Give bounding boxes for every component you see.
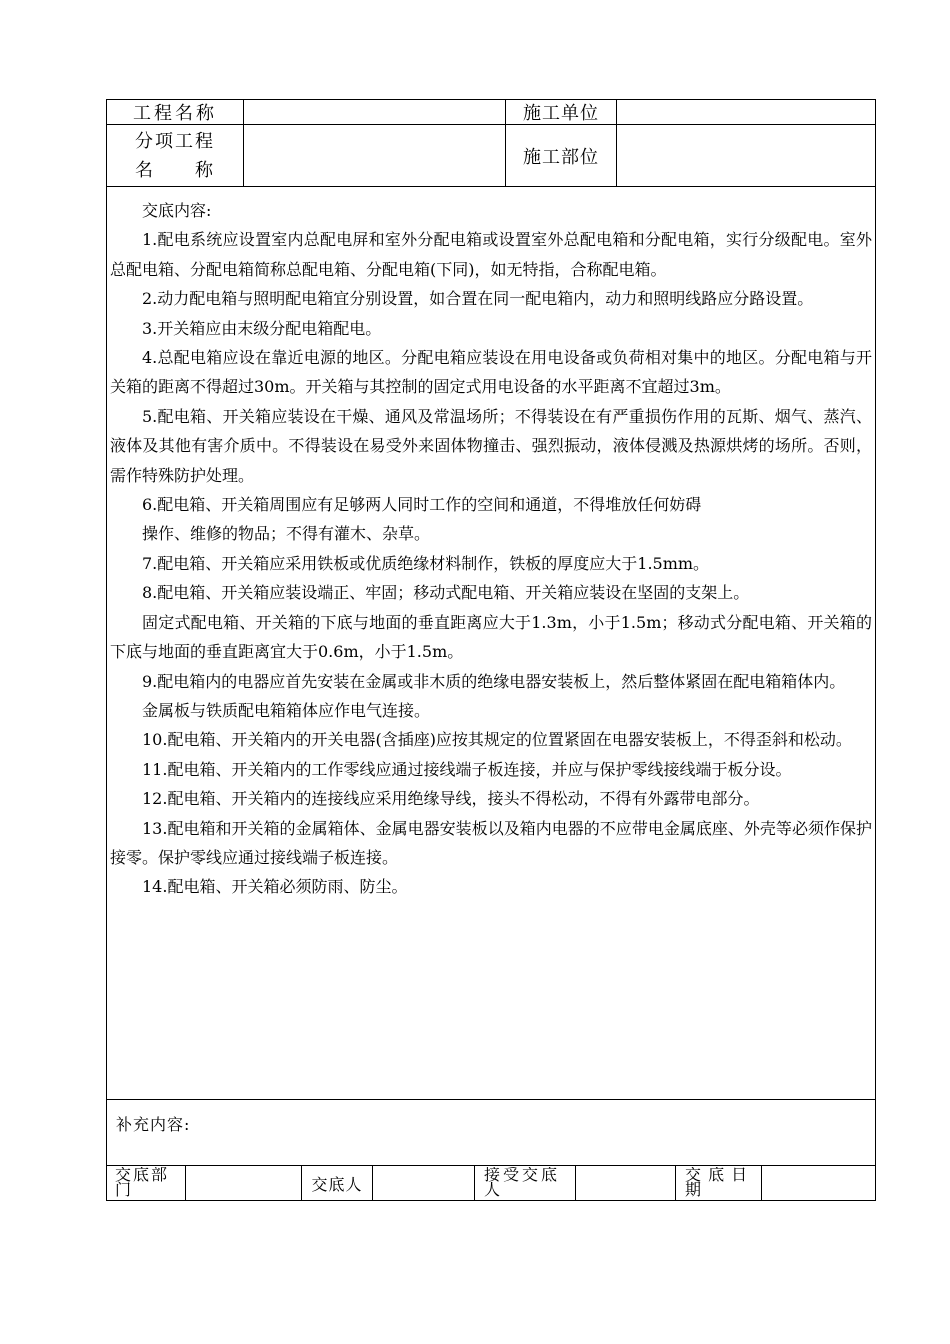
receiver-label: 接受交底人	[484, 1167, 561, 1199]
col-divider	[675, 1165, 676, 1201]
sub-project-field[interactable]	[244, 125, 505, 186]
content-paragraph: 8.配电箱、开关箱应装设端正、牢固；移动式配电箱、开关箱应装设在坚固的支架上。	[142, 583, 750, 603]
content-paragraph: 4.总配电箱应设在靠近电源的地区。分配电箱应装设在用电设备或负荷相对集中的地区。分配电箱与开关箱的距离不得超过30m。开关箱与其控制的固定式用电设备的水平距离不宜超过3m。	[110, 348, 872, 397]
content-paragraph: 14.配电箱、开关箱必须防雨、防尘。	[142, 877, 408, 897]
dept-field[interactable]	[186, 1166, 301, 1200]
presenter-label: 交底人	[311, 1174, 363, 1194]
row-divider	[106, 1099, 876, 1100]
location-label: 施工部位	[523, 146, 599, 168]
content-paragraph: 11.配电箱、开关箱内的工作零线应通过接线端子板连接，并应与保护零线接线端于板分设。	[142, 759, 792, 779]
content-paragraph: 2.动力配电箱与照明配电箱宜分别设置，如合置在同一配电箱内，动力和照明线路应分路设置。	[142, 289, 814, 309]
sub-project-label-line1: 分项工程	[135, 131, 215, 152]
supplement-label: 补充内容:	[116, 1115, 191, 1134]
date-field[interactable]	[762, 1166, 875, 1200]
content-paragraph: 7.配电箱、开关箱应采用铁板或优质绝缘材料制作，铁板的厚度应大于1.5mm。	[142, 553, 710, 573]
receiver-field[interactable]	[576, 1166, 675, 1200]
content-paragraph: 固定式配电箱、开关箱的下底与地面的垂直距离应大于1.3m，小于1.5m；移动式分配电箱、开关箱的下底与地面的垂直距离宜大于0.6m，小于1.5m。	[110, 612, 872, 662]
project-name-label: 工程名称	[133, 103, 217, 124]
presenter-field[interactable]	[373, 1166, 474, 1200]
col-divider	[474, 1165, 475, 1201]
content-paragraph: 5.配电箱、开关箱应装设在干燥、通风及常温场所；不得装设在有严重损伤作用的瓦斯、烟气、蒸汽、液体及其他有害介质中。不得装设在易受外来固体物撞击、强烈振动，液体侵溅及热源烘烤的场所。否则，需作特殊防护处理。	[110, 406, 872, 485]
content-paragraph: 3.开关箱应由末级分配电箱配电。	[142, 318, 382, 338]
content-paragraph: 10.配电箱、开关箱内的开关电器(含插座)应按其规定的位置紧固在电器安装板上，不得歪斜和松动。	[142, 730, 852, 750]
content-paragraph: 12.配电箱、开关箱内的连接线应采用绝缘导线，接头不得松动，不得有外露带电部分。	[142, 789, 760, 809]
date-label: 交 底 日 期	[685, 1167, 749, 1199]
content-paragraph: 13.配电箱和开关箱的金属箱体、金属电器安装板以及箱内电器的不应带电金属底座、外壳等必须作保护接零。保护零线应通过接线端子板连接。	[110, 818, 872, 867]
content-paragraph: 6.配电箱、开关箱周围应有足够两人同时工作的空间和通道，不得堆放任何妨碍	[142, 495, 702, 515]
disclosure-content	[110, 196, 872, 902]
content-paragraph: 金属板与铁质配电箱箱体应作电气连接。	[142, 700, 431, 720]
project-name-field[interactable]	[244, 100, 505, 124]
dept-label: 交底部门	[115, 1167, 170, 1199]
contractor-field[interactable]	[617, 100, 875, 124]
content-title: 交底内容:	[142, 201, 212, 220]
row-divider	[106, 186, 876, 187]
content-paragraph: 操作、维修的物品；不得有灌木、杂草。	[142, 524, 431, 544]
sub-project-label-line2: 名 称	[135, 160, 215, 181]
content-paragraph: 9.配电箱内的电器应首先安装在金属或非木质的绝缘电器安装板上，然后整体紧固在配电箱箱体内。	[142, 671, 846, 691]
sub-project-label	[107, 127, 243, 185]
contractor-label: 施工单位	[523, 103, 599, 124]
content-paragraph: 1.配电系统应设置室内总配电屏和室外分配电箱或设置室外总配电箱和分配电箱，实行分级配电。室外总配电箱、分配电箱简称总配电箱、分配电箱(下同)，如无特指，合称配电箱。	[110, 230, 872, 279]
location-field[interactable]	[617, 125, 875, 186]
